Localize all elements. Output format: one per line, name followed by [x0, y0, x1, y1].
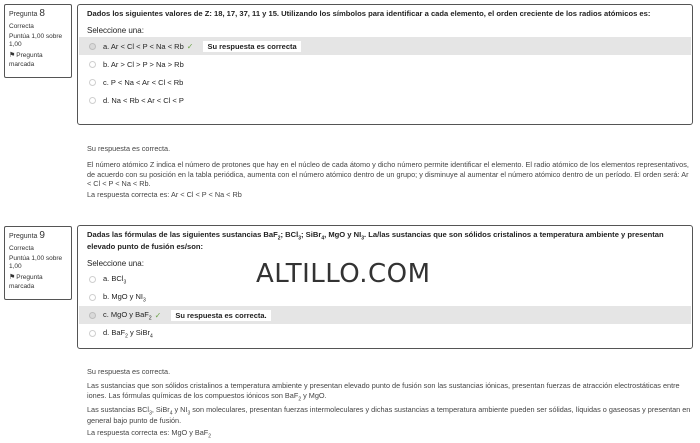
flag-question-link[interactable]: ⚑Pregunta marcada	[9, 273, 43, 290]
check-icon: ✓	[186, 41, 194, 51]
question-state: Correcta	[9, 244, 34, 252]
radio-button[interactable]	[89, 43, 96, 50]
feedback-heading: Su respuesta es correcta.	[87, 367, 171, 376]
question-text: Dadas las fórmulas de las siguientes sustancias BaF$_2$; BCl$_3$; SiBr$_4$, MgO y $NI_3$. La/las sustancias que son sólidos cristalinos a temperatura ambiente y presentan elevado punto de fusión es/son:	[87, 230, 664, 251]
radio-button[interactable]	[89, 79, 96, 86]
radio-button[interactable]	[89, 276, 96, 283]
general-feedback: El número atómico Z indica el número de protones que hay en el núcleo de cada átomo y dicho número permite identificar el elemento. El radio atómico de los elementos representativos, de acuerdo con su posición en la tabla periódica, aumenta con el número atómico dentro de un grupo; y disminuye al aumentar el número atómico dentro de un período. El orden será: Ar < Cl < P < Na < Rb.	[87, 160, 689, 188]
radio-button[interactable]	[89, 330, 96, 337]
question-grade: Puntúa 1,00 sobre 1,00	[9, 254, 63, 270]
question-info-9	[4, 226, 72, 300]
answer-option-a[interactable]: a. BCl$_3$	[87, 270, 683, 288]
flag-icon: ⚑	[9, 273, 16, 281]
answer-option-a[interactable]: a. Ar < Cl < P < Na < Rb ✓ Su respuesta es correcta	[79, 37, 691, 55]
general-feedback-1: Las sustancias que son sólidos cristalinos a temperatura ambiente y presentan elevado punto de fusión son las sustancias iónicas, presentan fuerzas de atracción electrostáticas entre iones. Las fórmulas químicas de los compuestos iónicos son BaF$_2$ y MgO.	[87, 381, 680, 403]
answer-option-b[interactable]: b. MgO y $NI_3$	[87, 288, 683, 306]
select-prompt: Seleccione una:	[87, 26, 144, 36]
option-feedback: Su respuesta es correcta.	[171, 310, 270, 321]
watermark: ALTILLO.COM	[256, 259, 431, 289]
question-box-8	[77, 4, 693, 125]
general-feedback-2: Las sustancias BCl$_3$, SiBr$_4$ y $NI_3$ son moleculares, presentan fuerzas intermoleculares y dichas sustancias a temperatura ambiente pueden ser sólidas, líquidas o gaseosas y presentan en general bajo punto de fusión.	[87, 404, 691, 426]
feedback-area-9	[87, 367, 693, 442]
question-text: Dados los siguientes valores de Z: 18, 17, 37, 11 y 15. Utilizando los símbolos para identificar a cada elemento, el orden creciente de los radios atómicos es:	[87, 9, 651, 18]
answer-option-c[interactable]: c. MgO y BaF$_2$ ✓ Su respuesta es correcta.	[79, 306, 691, 324]
flag-question-link[interactable]: ⚑Pregunta marcada	[9, 51, 43, 68]
question-info-8	[4, 4, 72, 78]
question-grade: Puntúa 1,00 sobre 1,00	[9, 32, 63, 48]
question-state: Correcta	[9, 22, 34, 30]
right-answer: La respuesta correcta es: Ar < Cl < P < Na < Rb	[87, 190, 242, 200]
radio-button[interactable]	[89, 61, 96, 68]
check-icon: ✓	[154, 310, 162, 320]
answer-option-d[interactable]: d. Na < Rb < Ar < Cl < P	[87, 91, 683, 109]
feedback-area-8	[87, 144, 693, 202]
option-feedback: Su respuesta es correcta	[203, 41, 300, 52]
answer-option-c[interactable]: c. P < Na < Ar < Cl < Rb	[87, 73, 683, 91]
flag-icon: ⚑	[9, 51, 16, 59]
question-number: Pregunta 8	[9, 8, 45, 19]
answer-option-d[interactable]: d. BaF$_2$ y SiBr$_4$	[87, 324, 683, 342]
radio-button[interactable]	[89, 294, 96, 301]
radio-button[interactable]	[89, 312, 96, 319]
right-answer: La respuesta correcta es: MgO y BaF$_2$	[87, 427, 212, 440]
radio-button[interactable]	[89, 97, 96, 104]
answer-option-b[interactable]: b. Ar > Cl > P > Na > Rb	[87, 55, 683, 73]
select-prompt: Seleccione una:	[87, 259, 144, 269]
feedback-heading: Su respuesta es correcta.	[87, 144, 171, 153]
question-number: Pregunta 9	[9, 230, 45, 241]
